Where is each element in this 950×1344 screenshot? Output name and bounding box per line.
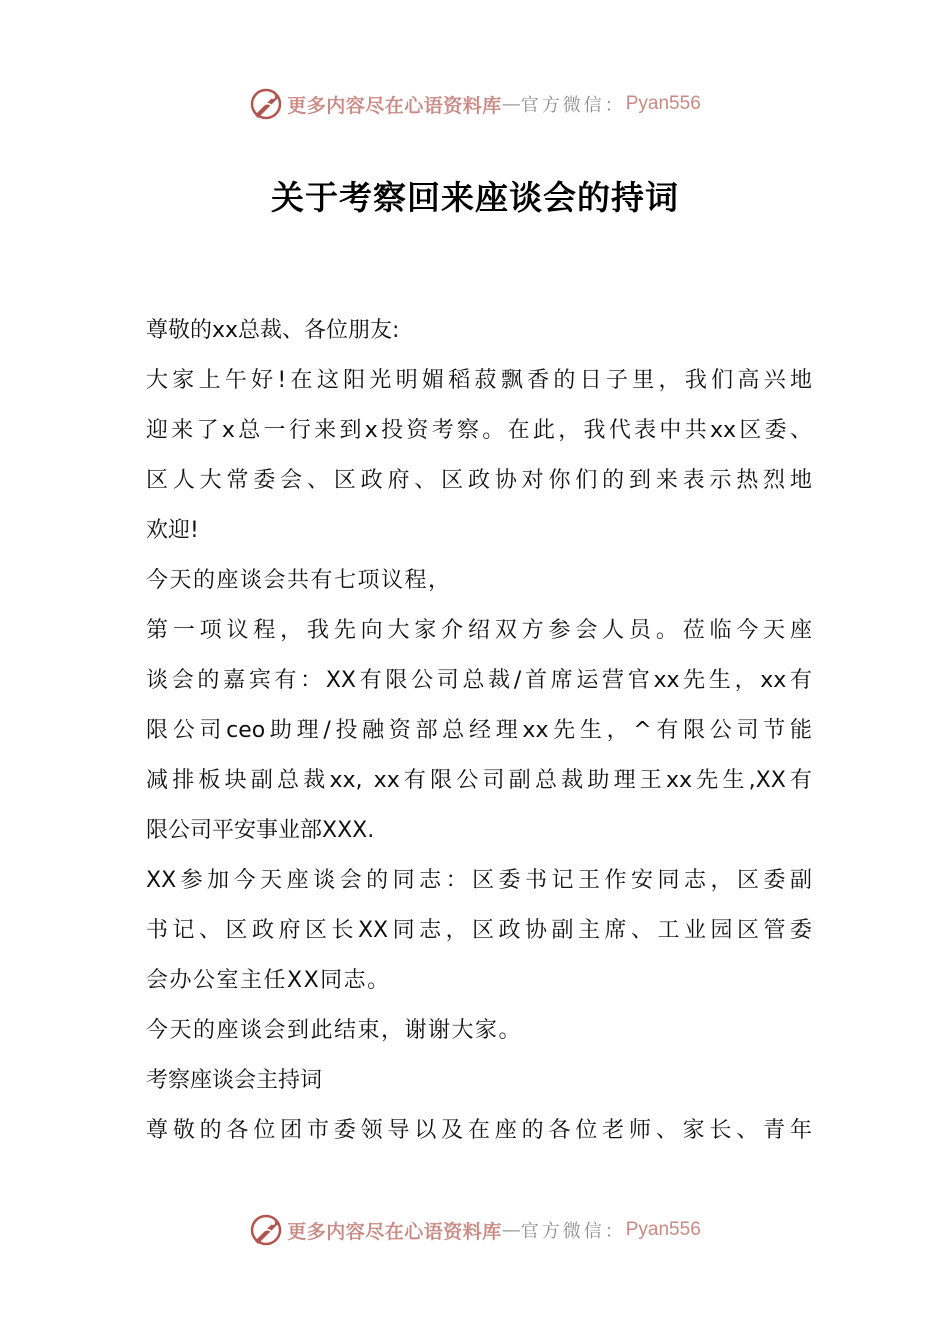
pen-logo-icon <box>249 87 283 121</box>
text-line: 谈会的嘉宾有：XX有限公司总裁/首席运营官xx先生，xx有 <box>146 668 812 693</box>
text-line: 今天的座谈会到此结束，谢谢大家。 <box>146 1018 523 1043</box>
header-banner <box>0 84 950 124</box>
banner-wechat-id: Pyan556 <box>625 1219 701 1240</box>
text-line: 书记、区政府区长XX同志，区政协副主席、工业园区管委 <box>146 918 812 943</box>
text-line: 减排板块副总裁xx, xx有限公司副总裁助理王xx先生,XX有 <box>146 768 812 793</box>
text-line: 区人大常委会、区政府、区政协对你们的到来表示热烈地 <box>146 468 812 493</box>
text-line: 考察座谈会主持词 <box>146 1068 323 1093</box>
pen-logo-icon <box>249 1213 283 1247</box>
banner-slogan: 更多内容尽在心语资料库 <box>287 1220 502 1243</box>
text-line: 限公司ceo助理/投融资部总经理xx先生，^有限公司节能 <box>146 718 812 743</box>
text-line: 今天的座谈会共有七项议程， <box>146 568 452 593</box>
text-line: 尊敬的xx总裁、各位朋友: <box>146 318 400 343</box>
banner-wechat-label: 官方微信： <box>520 95 626 116</box>
document-body <box>146 306 812 1156</box>
text-line: XX参加今天座谈会的同志：区委书记王作安同志，区委副 <box>146 868 812 893</box>
text-line: 迎来了x总一行来到x投资考察。在此，我代表中共xx区委、 <box>146 418 812 443</box>
text-line: 限公司平安事业部XXX. <box>146 818 375 843</box>
banner-wechat-label: 官方微信： <box>520 1221 626 1242</box>
text-line: 会办公室主任XX同志。 <box>146 968 391 993</box>
document-title: 关于考察回来座谈会的持词 <box>271 178 679 217</box>
banner-slogan: 更多内容尽在心语资料库 <box>287 94 502 117</box>
text-line: 大家上午好!在这阳光明媚稻菽飘香的日子里，我们高兴地 <box>146 368 812 393</box>
text-line: 尊敬的各位团市委领导以及在座的各位老师、家长、青年 <box>146 1118 812 1143</box>
text-line: 欢迎! <box>146 518 199 543</box>
banner-dash: — <box>501 93 521 115</box>
footer-banner <box>0 1210 950 1250</box>
text-line: 第一项议程，我先向大家介绍双方参会人员。莅临今天座 <box>146 618 812 643</box>
banner-dash: — <box>501 1219 521 1241</box>
banner-wechat-id: Pyan556 <box>625 93 701 114</box>
